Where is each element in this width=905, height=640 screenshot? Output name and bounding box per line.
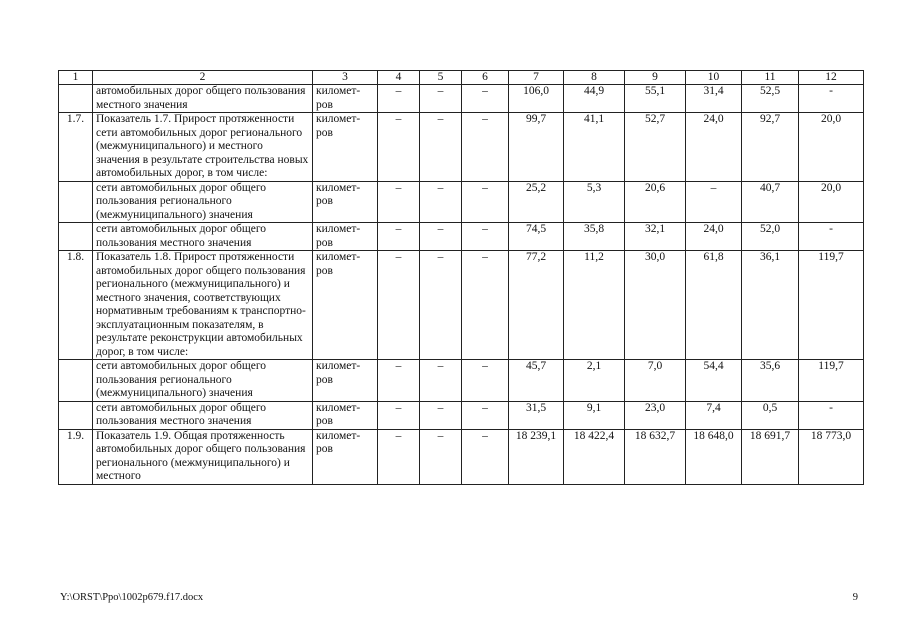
value-cell: 119,7: [799, 251, 864, 360]
value-cell: –: [462, 113, 509, 182]
value-cell: 25,2: [509, 181, 564, 223]
value-cell: 35,6: [742, 360, 799, 402]
value-cell: -: [799, 223, 864, 251]
value-cell: –: [420, 223, 462, 251]
indicator-description: сети автомобильных дорог общего пользования местного значения: [93, 401, 313, 429]
value-cell: 18 632,7: [625, 429, 686, 484]
indicator-description: автомобильных дорог общего пользования местного значения: [93, 85, 313, 113]
row-number: 1.8.: [59, 251, 93, 360]
value-cell: 36,1: [742, 251, 799, 360]
indicators-table: [58, 70, 864, 485]
value-cell: 11,2: [564, 251, 625, 360]
value-cell: 20,6: [625, 181, 686, 223]
column-header: 12: [799, 71, 864, 85]
indicator-description: сети автомобильных дорог общего пользования регионального (межмуниципального) значения: [93, 181, 313, 223]
table-row: [59, 360, 864, 402]
value-cell: 18 422,4: [564, 429, 625, 484]
value-cell: 5,3: [564, 181, 625, 223]
value-cell: -: [799, 85, 864, 113]
value-cell: -: [799, 401, 864, 429]
value-cell: –: [462, 85, 509, 113]
column-header: 7: [509, 71, 564, 85]
unit-cell: километ-ров: [313, 181, 378, 223]
value-cell: –: [378, 181, 420, 223]
value-cell: 9,1: [564, 401, 625, 429]
unit-cell: километ-ров: [313, 429, 378, 484]
value-cell: –: [462, 401, 509, 429]
value-cell: 24,0: [686, 113, 742, 182]
indicator-description: Показатель 1.8. Прирост протяженности автомобильных дорог общего пользования регионального (межмуниципального) и местного значения, соответствующих нормативным требованиям к транспортно-эксплуатационным показателям, в результате реконструкции автомобильных дорог, в том числе:: [93, 251, 313, 360]
value-cell: 18 773,0: [799, 429, 864, 484]
value-cell: –: [378, 429, 420, 484]
value-cell: 61,8: [686, 251, 742, 360]
row-number: [59, 360, 93, 402]
value-cell: 40,7: [742, 181, 799, 223]
indicator-description: Показатель 1.9. Общая протяженность автомобильных дорог общего пользования регионального (межмуниципального) и местного: [93, 429, 313, 484]
table-row: [59, 113, 864, 182]
table-body: [59, 85, 864, 485]
value-cell: –: [420, 429, 462, 484]
table-row: [59, 181, 864, 223]
value-cell: –: [420, 360, 462, 402]
value-cell: 24,0: [686, 223, 742, 251]
row-number: [59, 223, 93, 251]
unit-cell: километ-ров: [313, 85, 378, 113]
value-cell: 31,4: [686, 85, 742, 113]
table-row: [59, 401, 864, 429]
column-header: 4: [378, 71, 420, 85]
unit-cell: километ-ров: [313, 113, 378, 182]
value-cell: 2,1: [564, 360, 625, 402]
value-cell: 23,0: [625, 401, 686, 429]
column-header: 9: [625, 71, 686, 85]
value-cell: –: [378, 113, 420, 182]
value-cell: 35,8: [564, 223, 625, 251]
value-cell: 92,7: [742, 113, 799, 182]
value-cell: 0,5: [742, 401, 799, 429]
value-cell: 18 239,1: [509, 429, 564, 484]
value-cell: –: [462, 181, 509, 223]
value-cell: –: [420, 251, 462, 360]
value-cell: –: [420, 181, 462, 223]
unit-cell: километ-ров: [313, 251, 378, 360]
value-cell: 32,1: [625, 223, 686, 251]
value-cell: 74,5: [509, 223, 564, 251]
value-cell: 18 691,7: [742, 429, 799, 484]
table-row: [59, 429, 864, 484]
unit-cell: километ-ров: [313, 360, 378, 402]
column-header: 10: [686, 71, 742, 85]
row-number: [59, 85, 93, 113]
column-header: 5: [420, 71, 462, 85]
value-cell: –: [420, 85, 462, 113]
table-row: [59, 251, 864, 360]
value-cell: –: [686, 181, 742, 223]
document-path: Y:\ORST\Ppo\1002p679.f17.docx: [60, 592, 204, 603]
unit-cell: километ-ров: [313, 401, 378, 429]
value-cell: 55,1: [625, 85, 686, 113]
row-number: 1.9.: [59, 429, 93, 484]
value-cell: 99,7: [509, 113, 564, 182]
value-cell: 52,7: [625, 113, 686, 182]
value-cell: –: [378, 360, 420, 402]
value-cell: 77,2: [509, 251, 564, 360]
value-cell: –: [462, 251, 509, 360]
column-header: 8: [564, 71, 625, 85]
column-header: 6: [462, 71, 509, 85]
value-cell: 41,1: [564, 113, 625, 182]
value-cell: –: [378, 401, 420, 429]
value-cell: 30,0: [625, 251, 686, 360]
value-cell: –: [420, 113, 462, 182]
table-row: [59, 223, 864, 251]
table-header-row: [59, 71, 864, 85]
value-cell: 7,0: [625, 360, 686, 402]
value-cell: –: [378, 223, 420, 251]
value-cell: –: [378, 251, 420, 360]
value-cell: –: [378, 85, 420, 113]
indicator-description: сети автомобильных дорог общего пользования регионального (межмуниципального) значения: [93, 360, 313, 402]
value-cell: –: [462, 429, 509, 484]
value-cell: 20,0: [799, 181, 864, 223]
column-header: 1: [59, 71, 93, 85]
indicator-description: сети автомобильных дорог общего пользования местного значения: [93, 223, 313, 251]
value-cell: 20,0: [799, 113, 864, 182]
value-cell: 18 648,0: [686, 429, 742, 484]
value-cell: 31,5: [509, 401, 564, 429]
unit-cell: километ-ров: [313, 223, 378, 251]
page-number: 9: [852, 592, 858, 603]
row-number: [59, 401, 93, 429]
value-cell: 52,0: [742, 223, 799, 251]
column-header: 3: [313, 71, 378, 85]
row-number: 1.7.: [59, 113, 93, 182]
value-cell: 119,7: [799, 360, 864, 402]
value-cell: 54,4: [686, 360, 742, 402]
value-cell: 52,5: [742, 85, 799, 113]
column-header: 2: [93, 71, 313, 85]
value-cell: 7,4: [686, 401, 742, 429]
table-row: [59, 85, 864, 113]
value-cell: 44,9: [564, 85, 625, 113]
value-cell: –: [420, 401, 462, 429]
value-cell: –: [462, 223, 509, 251]
row-number: [59, 181, 93, 223]
indicator-description: Показатель 1.7. Прирост протяженности сети автомобильных дорог регионального (межмуниципального) и местного значения в результате строительства новых автомобильных дорог, в том числе:: [93, 113, 313, 182]
value-cell: 45,7: [509, 360, 564, 402]
value-cell: –: [462, 360, 509, 402]
value-cell: 106,0: [509, 85, 564, 113]
column-header: 11: [742, 71, 799, 85]
